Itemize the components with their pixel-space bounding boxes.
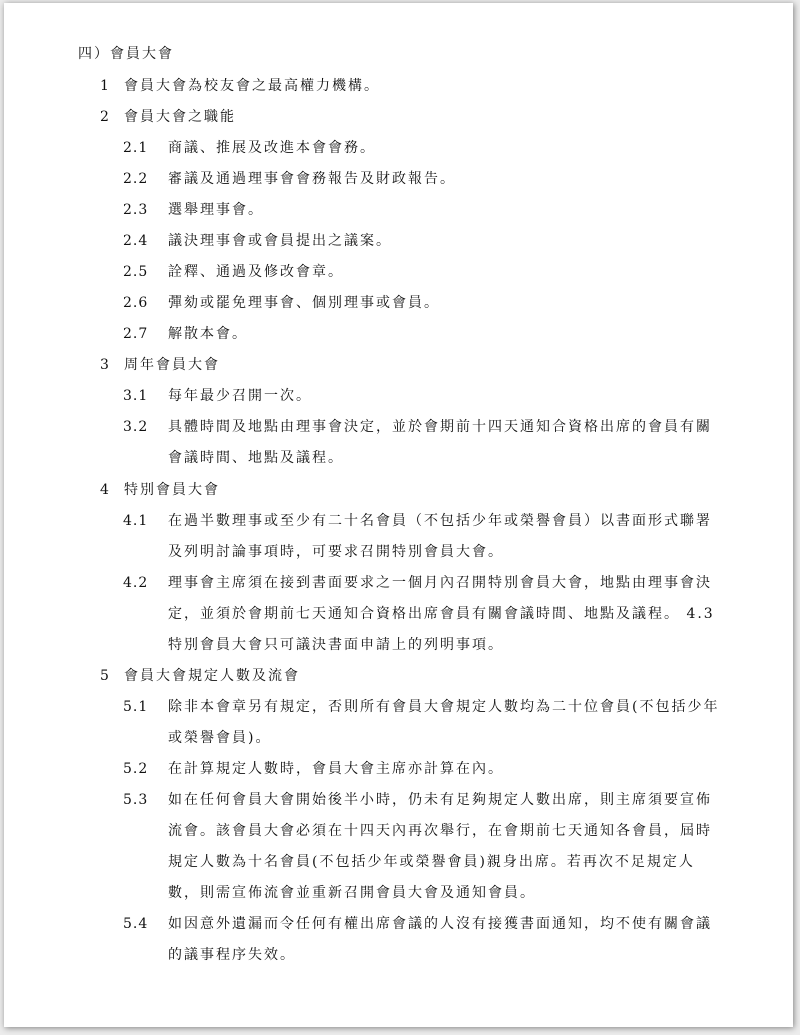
subitem-text: 數，則需宣佈流會並重新召開會員大會及通知會員。 — [168, 885, 536, 901]
document-page — [4, 3, 793, 1027]
subitem-text: 選舉理事會。 — [168, 202, 264, 218]
subitem-text: 如在任何會員大會開始後半小時，仍未有足夠規定人數出席，則主席須要宣佈 — [168, 792, 712, 808]
subitem-text: 具體時間及地點由理事會決定，並於會期前十四天通知合資格出席的會員有關 — [168, 419, 712, 435]
subitem-number: 3.1 — [123, 388, 149, 404]
subitem-text: 特別會員大會只可議決書面申請上的列明事項。 — [168, 637, 504, 653]
subitem-text: 在計算規定人數時，會員大會主席亦計算在內。 — [168, 761, 504, 777]
item-title: 會員大會規定人數及流會 — [124, 668, 300, 684]
subitem-text: 詮釋、通過及修改會章。 — [168, 264, 344, 280]
subitem-text: 商議、推展及改進本會會務。 — [168, 140, 376, 156]
subitem-number: 2.1 — [123, 140, 149, 156]
subitem-text: 定，並須於會期前七天通知合資格出席會員有關會議時間、地點及議程。 4.3 — [168, 606, 715, 622]
subitem-text: 解散本會。 — [168, 326, 248, 342]
subitem-text: 每年最少召開一次。 — [168, 388, 312, 404]
subitem-text: 除非本會章另有規定，否則所有會員大會規定人數均為二十位會員(不包括少年 — [168, 699, 720, 715]
subitem-text: 流會。該會員大會必須在十四天內再次舉行，在會期前七天通知各會員，屆時 — [168, 823, 712, 839]
item-number: 2 — [100, 109, 110, 125]
subitem-text: 及列明討論事項時，可要求召開特別會員大會。 — [168, 544, 504, 560]
subitem-text: 理事會主席須在接到書面要求之一個月內召開特別會員大會，地點由理事會決 — [168, 575, 712, 591]
subitem-number: 2.3 — [123, 202, 149, 218]
subitem-number: 2.2 — [123, 171, 149, 187]
item-number: 3 — [100, 357, 110, 373]
subitem-text: 審議及通過理事會會務報告及財政報告。 — [168, 171, 456, 187]
item-title: 會員大會之職能 — [124, 109, 236, 125]
subitem-number: 4.2 — [123, 575, 149, 591]
item-number: 5 — [100, 668, 110, 684]
subitem-number: 5.4 — [123, 916, 149, 932]
item-number: 1 — [100, 78, 110, 94]
subitem-text: 規定人數為十名會員(不包括少年或榮譽會員)親身出席。若再次不足規定人 — [168, 854, 695, 870]
subitem-number: 2.7 — [123, 326, 149, 342]
subitem-number: 5.2 — [123, 761, 149, 777]
subitem-text: 如因意外遺漏而令任何有權出席會議的人沒有接獲書面通知，均不使有關會議 — [168, 916, 712, 932]
subitem-text: 會議時間、地點及議程。 — [168, 450, 344, 466]
subitem-number: 2.5 — [123, 264, 149, 280]
item-title: 周年會員大會 — [124, 357, 220, 373]
section-heading: 四）會員大會 — [78, 46, 174, 62]
subitem-number: 2.6 — [123, 295, 149, 311]
subitem-text: 的議事程序失效。 — [168, 947, 296, 963]
subitem-text: 彈劾或罷免理事會、個別理事或會員。 — [168, 295, 440, 311]
subitem-number: 5.1 — [123, 699, 149, 715]
item-title: 會員大會為校友會之最高權力機構。 — [124, 78, 380, 94]
subitem-text: 議決理事會或會員提出之議案。 — [168, 233, 392, 249]
subitem-number: 3.2 — [123, 419, 149, 435]
subitem-number: 4.1 — [123, 513, 149, 529]
subitem-text: 或榮譽會員)。 — [168, 730, 272, 746]
subitem-number: 5.3 — [123, 792, 149, 808]
item-title: 特別會員大會 — [124, 482, 220, 498]
item-number: 4 — [100, 482, 110, 498]
subitem-number: 2.4 — [123, 233, 149, 249]
subitem-text: 在過半數理事或至少有二十名會員（不包括少年或榮譽會員）以書面形式聯署 — [168, 513, 712, 529]
